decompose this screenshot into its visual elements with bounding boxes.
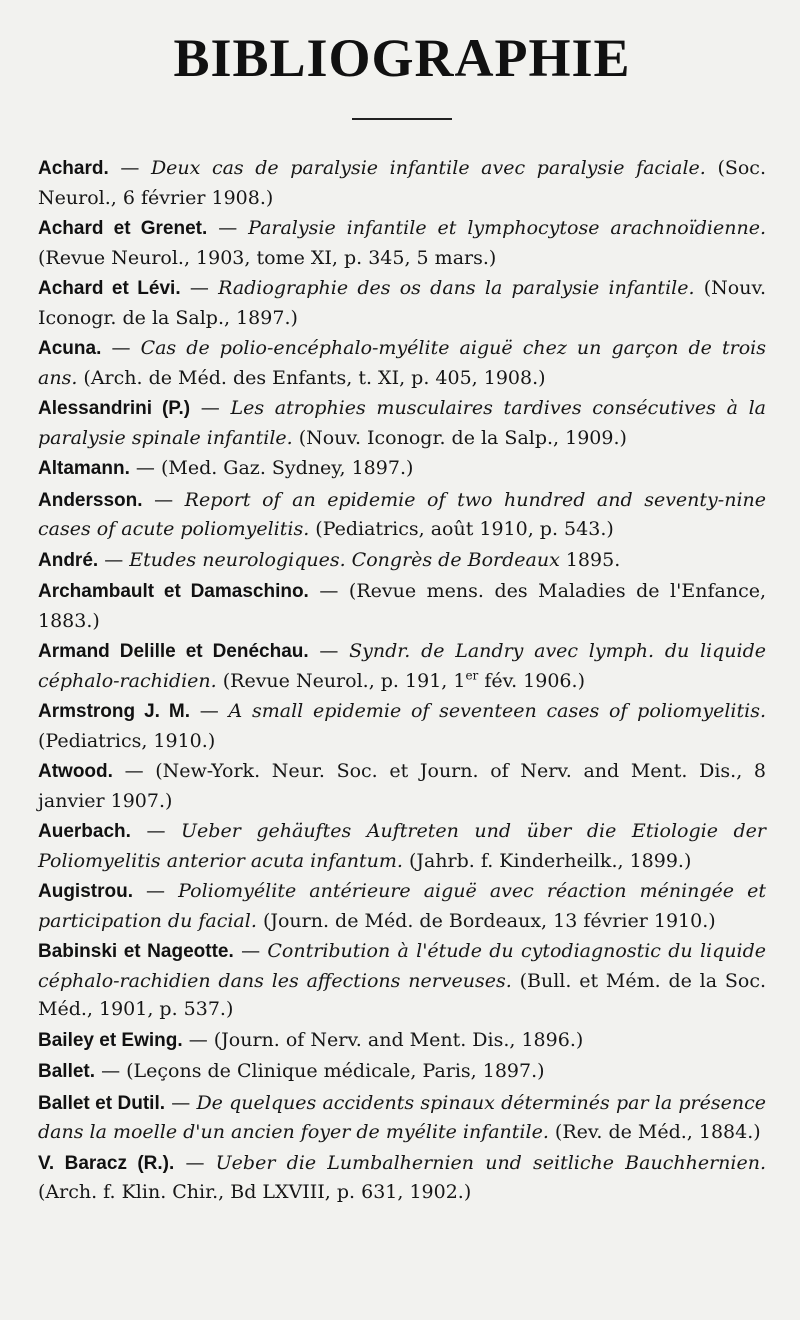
entry-author: Atwood. — [38, 761, 113, 782]
entry-author: Ballet et Dutil. — [38, 1092, 166, 1114]
entry-title: A small epidemie of seventeen cases of poliomyelitis. — [228, 700, 766, 722]
entry-title: Cas de polio-encéphalo-myélite aiguë chez un garçon de trois ans. — [38, 337, 766, 389]
entry-reference: 1895. — [565, 548, 621, 571]
bibliography-entry: Augistrou. — Poliomyélite antérieure aiguë avec réaction méningée et participation du facial. (Journ. de Méd. de Bordeaux, 13 février 1910.) — [38, 880, 766, 932]
bibliography-entry: Archambault et Damaschino. — (Revue mens. des Maladies de l'Enfance, 1883.) — [38, 580, 766, 632]
bibliography-entry: Ballet. — (Leçons de Clinique médicale, Paris, 1897.) — [38, 1060, 545, 1082]
entry-title: Poliomyélite antérieure aiguë avec réaction méningée et participation du facial. — [38, 880, 766, 932]
bibliography-entry: Armand Delille et Denéchau. — Syndr. de Landry avec lymph. du liquide céphalo-rachidien. (Revue Neurol., p. 191, 1er fév. 1906.) — [38, 640, 766, 692]
bibliography-entry: Atwood. — (New-York. Neur. Soc. et Journ. of Nerv. and Ment. Dis., 8 janvier 1907.) — [38, 760, 766, 812]
entry-author: Auerbach. — [38, 821, 131, 842]
bibliography-entry: Altamann. — (Med. Gaz. Sydney, 1897.) — [38, 457, 414, 479]
entry-title: Contribution à l'étude du cytodiagnostic du liquide céphalo-rachidien dans les affections nerveuses. — [38, 940, 766, 992]
bibliography-entry: Babinski et Nageotte. — Contribution à l'étude du cytodiagnostic du liquide céphalo-rachidien dans les affections nerveuses. (Bull. et Mém. de la Soc. Méd., 1901, p. 537.) — [38, 940, 766, 1020]
bibliography-entry: André. — Etudes neurologiques. Congrès de Bordeaux 1895. — [38, 548, 621, 571]
entry-title: Les atrophies musculaires tardives consécutives à la paralysie spinale infantile. — [38, 397, 766, 449]
bibliography-list — [38, 154, 766, 1207]
entry-title: Deux cas de paralysie infantile avec paralysie faciale. — [150, 157, 706, 179]
entry-author: Alessandrini (P.) — [38, 398, 191, 419]
entry-title: Ueber gehäuftes Auftreten und über die Etiologie der Poliomyelitis anterior acuta infantum. — [38, 820, 766, 872]
entry-reference: (Bull. et Mém. de la Soc. Méd., 1901, p. 537.) — [38, 969, 766, 1020]
entry-title: De quelques accidents spinaux déterminés par la présence dans la moelle d'un ancien foyer de myélite infantile. — [38, 1091, 766, 1143]
entry-title: Report of an epidemie of two hundred and seventy-nine cases of acute poliomyelitis. — [38, 488, 766, 540]
page-title: BIBLIOGRAPHIE — [173, 28, 631, 88]
entry-title: Radiographie des os dans la paralysie infantile. — [218, 277, 695, 299]
entry-reference: (Leçons de Clinique médicale, Paris, 1897.) — [126, 1060, 545, 1082]
entry-reference: (Jahrb. f. Kinderheilk., 1899.) — [408, 849, 692, 872]
bibliography-entry: Acuna. — Cas de polio-encéphalo-myélite aiguë chez un garçon de trois ans. (Arch. de Méd. des Enfants, t. XI, p. 405, 1908.) — [38, 337, 766, 389]
bibliography-entry: Alessandrini (P.) — Les atrophies musculaires tardives consécutives à la paralysie spinale infantile. (Nouv. Iconogr. de la Salp., 1909.) — [38, 397, 766, 449]
entry-author: Augistrou. — [38, 881, 133, 902]
bibliography-entry: Achard. — Deux cas de paralysie infantile avec paralysie faciale. (Soc. Neurol., 6 février 1908.) — [38, 157, 766, 209]
bibliography-entry: Achard et Grenet. — Paralysie infantile et lymphocytose arachnoïdienne. (Revue Neurol., 1903, tome XI, p. 345, 5 mars.) — [38, 217, 766, 269]
bibliography-entry: Andersson. — Report of an epidemie of two hundred and seventy-nine cases of acute poliomyelitis. (Pediatrics, août 1910, p. 543.) — [38, 488, 766, 540]
bibliography-entry: Armstrong J. M. — A small epidemie of seventeen cases of poliomyelitis. (Pediatrics, 1910.) — [38, 700, 766, 752]
entry-reference: (Revue Neurol., 1903, tome XI, p. 345, 5 mars.) — [38, 246, 497, 269]
entry-reference: (Pediatrics, 1910.) — [38, 729, 216, 752]
entry-title: Paralysie infantile et lymphocytose arachnoïdienne. — [248, 217, 766, 239]
entry-reference: (Pediatrics, août 1910, p. 543.) — [315, 518, 614, 540]
entry-author: V. Baracz (R.). — [38, 1152, 175, 1174]
entry-author: Altamann. — [38, 458, 130, 479]
title-divider — [352, 118, 452, 120]
entry-title: Etudes neurologiques. Congrès de Bordeaux — [129, 548, 560, 571]
entry-author: Armstrong J. M. — [38, 701, 191, 722]
bibliography-entry: V. Baracz (R.). — Ueber die Lumbalhernien und seitliche Bauchhernien. (Arch. f. Klin. Chir., Bd LXVIII, p. 631, 1902.) — [38, 1151, 766, 1203]
entry-title: Syndr. de Landry avec lymph. du liquide céphalo-rachidien. — [38, 640, 766, 692]
entry-reference: (Rev. de Méd., 1884.) — [554, 1121, 761, 1143]
bibliography-entry: Auerbach. — Ueber gehäuftes Auftreten und über die Etiologie der Poliomyelitis anterior acuta infantum. (Jahrb. f. Kinderheilk., 1899.) — [38, 820, 766, 872]
entry-author: Achard et Grenet. — [38, 218, 208, 239]
entry-title: Ueber die Lumbalhernien und seitliche Bauchhernien. — [215, 1151, 766, 1174]
bibliography-entry: Bailey et Ewing. — (Journ. of Nerv. and Ment. Dis., 1896.) — [38, 1028, 584, 1051]
entry-author: Ballet. — [38, 1061, 96, 1082]
entry-reference: (Journ. de Méd. de Bordeaux, 13 février 1910.) — [262, 909, 716, 932]
entry-reference: (Med. Gaz. Sydney, 1897.) — [160, 457, 414, 479]
entry-author: Andersson. — [38, 489, 143, 511]
entry-reference: (Revue Neurol., p. 191, 1 — [222, 669, 466, 692]
entry-author: Achard. — [38, 158, 109, 179]
entry-author: Archambault et Damaschino. — [38, 581, 309, 602]
entry-author: André. — [38, 549, 99, 571]
entry-reference: (New-York. Neur. Soc. et Journ. of Nerv. and Ment. Dis., 8 janvier 1907.) — [38, 760, 766, 812]
bibliography-entry: Ballet et Dutil. — De quelques accidents spinaux déterminés par la présence dans la moelle d'un ancien foyer de myélite infantile. (Rev. de Méd., 1884.) — [38, 1091, 766, 1143]
entry-author: Acuna. — [38, 338, 102, 359]
entry-author: Bailey et Ewing. — [38, 1029, 183, 1051]
entry-reference: (Nouv. Iconogr. de la Salp., 1897.) — [38, 277, 766, 329]
entry-reference: (Revue mens. des Maladies de l'Enfance, 1883.) — [38, 580, 766, 632]
entry-author: Armand Delille et Denéchau. — [38, 641, 309, 662]
bibliography-entry: Achard et Lévi. — Radiographie des os dans la paralysie infantile. (Nouv. Iconogr. de la Salp., 1897.) — [38, 277, 766, 329]
entry-reference: (Soc. Neurol., 6 février 1908.) — [38, 157, 766, 209]
entry-reference: (Nouv. Iconogr. de la Salp., 1909.) — [298, 426, 627, 449]
entry-author: Achard et Lévi. — [38, 278, 181, 299]
entry-reference-tail: fév. 1906.) — [478, 669, 585, 692]
entry-reference: (Arch. de Méd. des Enfants, t. XI, p. 405, 1908.) — [83, 366, 546, 389]
entry-reference-superscript: er — [465, 668, 479, 683]
entry-reference: (Journ. of Nerv. and Ment. Dis., 1896.) — [213, 1028, 584, 1051]
entry-reference: (Arch. f. Klin. Chir., Bd LXVIII, p. 631, 1902.) — [38, 1181, 472, 1203]
entry-author: Babinski et Nageotte. — [38, 941, 234, 962]
